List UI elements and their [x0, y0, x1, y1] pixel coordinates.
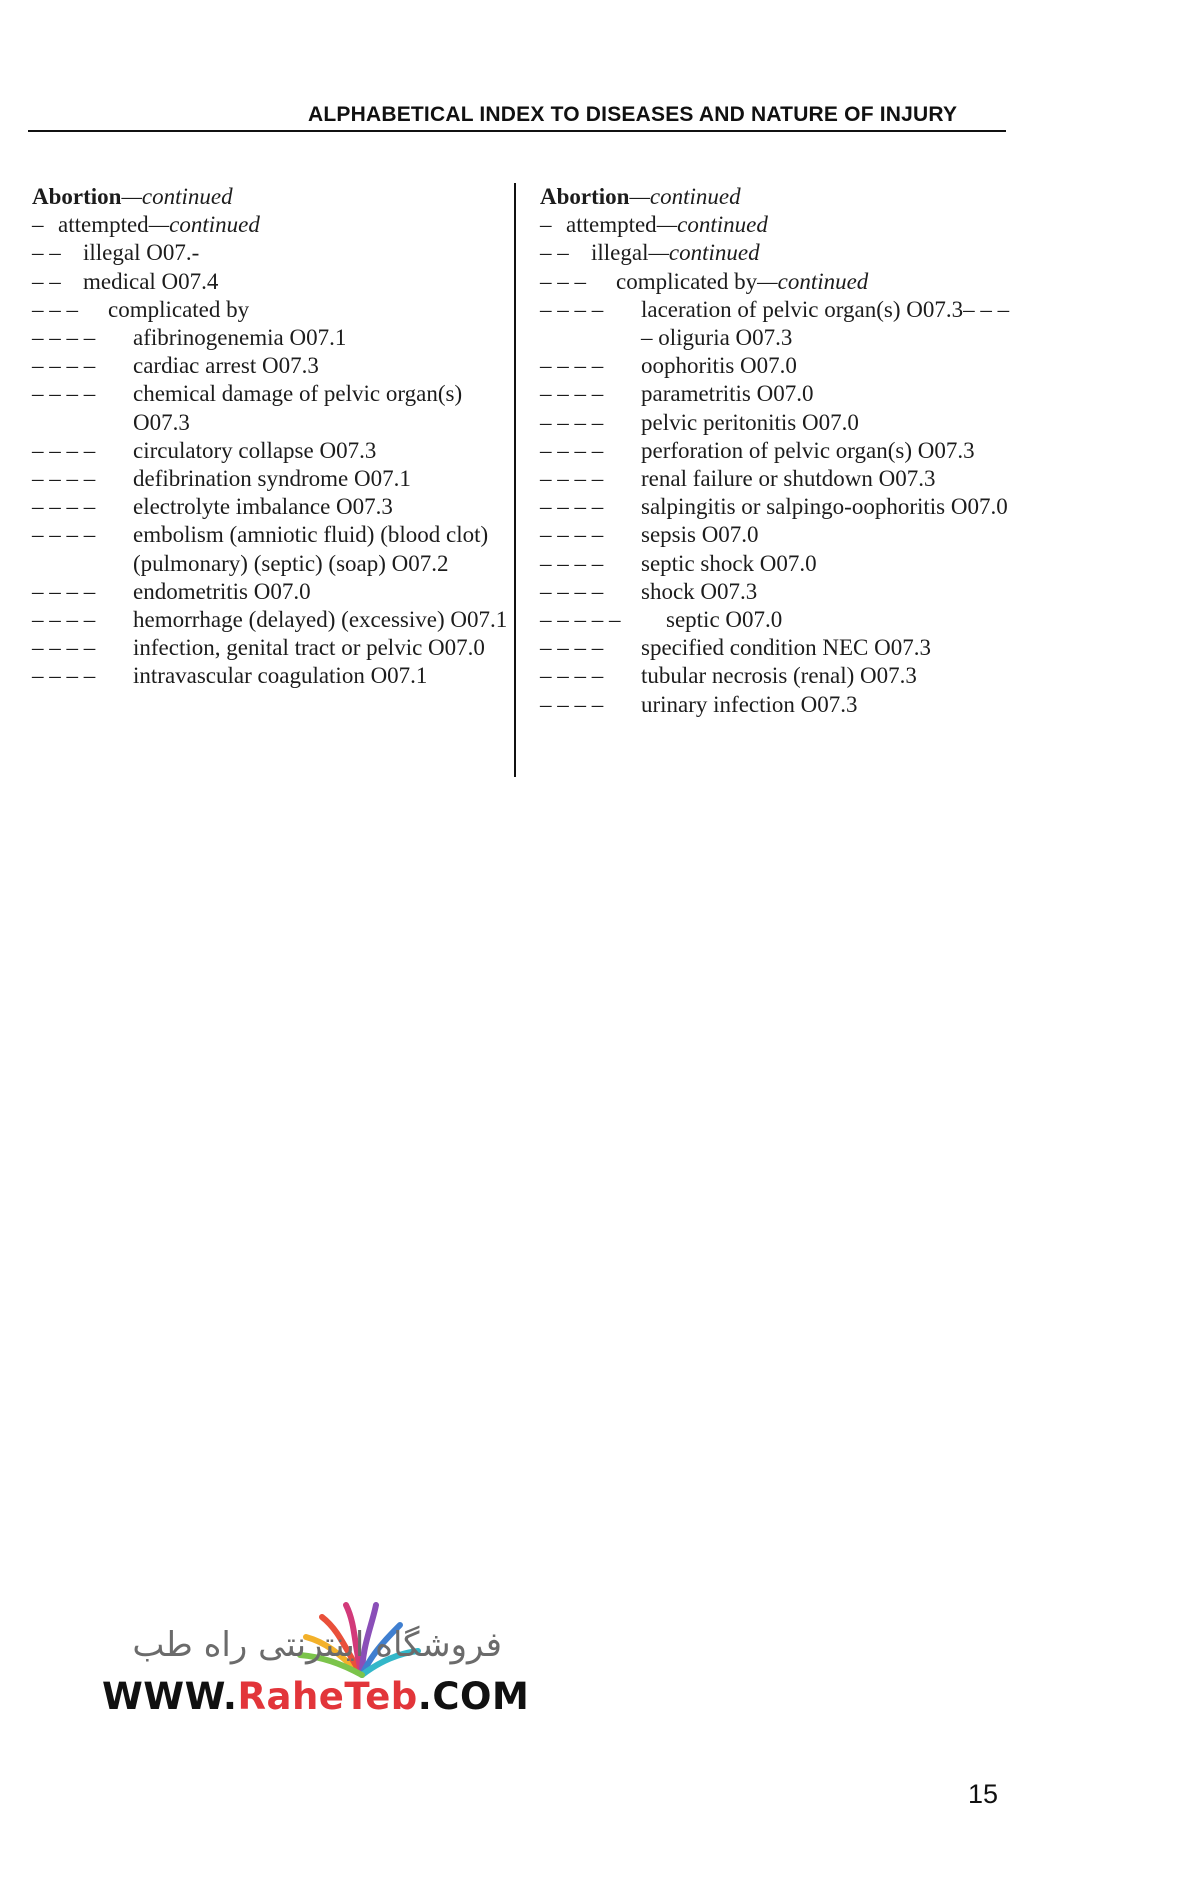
header-rule	[28, 130, 1006, 132]
entry-dashes: – – – –	[540, 522, 604, 548]
entry-dashes: – – – –	[540, 409, 604, 435]
entry-dashes: – – –	[540, 268, 586, 294]
entry-text: oophoritis O07.0	[641, 353, 797, 379]
index-entry	[540, 550, 1010, 578]
entry-dashes: – – – –	[32, 353, 96, 379]
entry-dashes: – – – –	[32, 663, 96, 689]
column-divider	[514, 183, 516, 777]
entry-text: parametritis O07.0	[641, 381, 814, 407]
index-entry	[540, 691, 1010, 719]
index-entry	[32, 493, 512, 521]
entry-text: renal failure or shutdown O07.3	[641, 466, 936, 492]
index-entry	[540, 239, 1010, 267]
index-entry	[540, 521, 1010, 549]
index-column-right	[540, 183, 1010, 719]
entry-text: tubular necrosis (renal) O07.3	[641, 663, 917, 689]
entry-text: cardiac arrest O07.3	[133, 353, 319, 379]
entry-dashes: – – – –	[540, 296, 604, 322]
entry-text: afibrinogenemia O07.1	[133, 325, 347, 351]
entry-text: defibrination syndrome O07.1	[133, 466, 411, 492]
index-entry	[540, 662, 1010, 690]
index-entry	[32, 296, 512, 324]
entry-dashes: – – – –	[32, 607, 96, 633]
entry-dashes: – – – –	[540, 635, 604, 661]
index-entry	[540, 380, 1010, 408]
index-entry	[32, 211, 512, 239]
index-entry	[540, 578, 1010, 606]
entry-dashes: – – – –	[540, 353, 604, 379]
entry-dashes: – – – –	[540, 578, 604, 604]
entry-dashes: – – – –	[32, 325, 96, 351]
index-entry	[540, 409, 1010, 437]
entry-text: septic O07.0	[666, 607, 783, 633]
index-entry	[32, 437, 512, 465]
index-entry	[32, 380, 512, 436]
entry-text: laceration of pelvic organ(s) O07.3– – – – oliguria O07.3	[641, 296, 1010, 351]
index-entry	[540, 606, 1010, 634]
index-entry	[32, 521, 512, 577]
index-entry	[540, 634, 1010, 662]
entry-text: shock O07.3	[641, 578, 758, 604]
watermark-url	[102, 1675, 529, 1718]
url-prefix: WWW.	[102, 1675, 238, 1718]
heading-continued: —continued	[629, 184, 741, 209]
index-entry	[540, 493, 1010, 521]
entry-text: pelvic peritonitis O07.0	[641, 409, 859, 435]
entry-text: infection, genital tract or pelvic O07.0	[133, 635, 485, 661]
entry-dashes: – – – –	[540, 381, 604, 407]
entry-text: complicated by	[108, 296, 250, 322]
url-brand: RaheTeb	[237, 1675, 418, 1718]
index-entry	[32, 239, 512, 267]
index-column-left	[32, 183, 512, 691]
entry-text: illegal	[591, 240, 649, 266]
entry-text: electrolyte imbalance O07.3	[133, 494, 393, 520]
entry-dashes: – – – –	[32, 578, 96, 604]
entry-dashes: – – – –	[540, 663, 604, 689]
entry-text: hemorrhage (delayed) (excessive) O07.1	[133, 607, 508, 633]
index-entry	[540, 352, 1010, 380]
entry-text: embolism (amniotic fluid) (blood clot) (pulmonary) (septic) (soap) O07.2	[133, 522, 489, 576]
entry-dashes: – – – –	[32, 494, 96, 520]
entry-dashes: – – – –	[32, 522, 96, 548]
entry-dashes: – – – –	[32, 635, 96, 661]
page-number: 15	[968, 1779, 999, 1809]
entry-text: attempted	[566, 212, 657, 238]
entry-text: medical O07.4	[83, 268, 219, 294]
index-entry	[32, 662, 512, 690]
index-entry	[32, 268, 512, 296]
index-entry	[32, 578, 512, 606]
column-heading	[32, 183, 512, 211]
entry-dashes: – – – – –	[540, 607, 621, 633]
index-entry	[540, 296, 1010, 352]
index-entry	[540, 268, 1010, 296]
entry-dashes: – – –	[32, 296, 78, 322]
entry-text: septic shock O07.0	[641, 550, 817, 576]
column-heading	[540, 183, 1010, 211]
entry-dashes: – –	[32, 240, 61, 266]
index-entry	[32, 324, 512, 352]
entry-dashes: – – – –	[540, 691, 604, 717]
entry-text: complicated by	[616, 268, 758, 294]
entry-continued: —continued	[757, 268, 869, 294]
entry-dashes: – – – –	[540, 466, 604, 492]
entry-dashes: – – – –	[540, 437, 604, 463]
entry-text: endometritis O07.0	[133, 578, 311, 604]
index-entry	[540, 211, 1010, 239]
index-entry	[32, 352, 512, 380]
watermark-persian-text: فروشگاه اینترنتی راه طب	[132, 1625, 502, 1665]
entry-text: intravascular coagulation O07.1	[133, 663, 428, 689]
entry-text: specified condition NEC O07.3	[641, 635, 932, 661]
entry-text: chemical damage of pelvic organ(s) O07.3	[133, 381, 463, 435]
entry-continued: —continued	[648, 240, 760, 266]
entry-text: illegal O07.-	[83, 240, 200, 266]
entry-text: urinary infection O07.3	[641, 691, 858, 717]
heading-term: Abortion	[32, 184, 122, 209]
entry-continued: —continued	[148, 212, 260, 238]
entry-dashes: – –	[32, 268, 61, 294]
entry-dashes: –	[540, 212, 552, 238]
entry-dashes: – – – –	[540, 494, 604, 520]
entry-text: perforation of pelvic organ(s) O07.3	[641, 437, 975, 463]
index-entry	[540, 437, 1010, 465]
entry-continued: —continued	[656, 212, 768, 238]
entry-text: salpingitis or salpingo-oophoritis O07.0	[641, 494, 1008, 520]
entry-dashes: – – – –	[32, 466, 96, 492]
entry-dashes: – –	[540, 240, 569, 266]
heading-term: Abortion	[540, 184, 630, 209]
heading-continued: —continued	[121, 184, 233, 209]
running-head: ALPHABETICAL INDEX TO DISEASES AND NATURE OF INJURY	[308, 103, 958, 126]
entry-text: sepsis O07.0	[641, 522, 759, 548]
index-entry	[32, 465, 512, 493]
url-suffix: .COM	[417, 1675, 530, 1718]
entry-dashes: – – – –	[32, 381, 96, 407]
index-entry	[32, 634, 512, 662]
index-entry	[32, 606, 512, 634]
entry-text: circulatory collapse O07.3	[133, 437, 377, 463]
index-entry	[540, 465, 1010, 493]
entry-text: attempted	[58, 212, 149, 238]
entry-dashes: – – – –	[32, 437, 96, 463]
entry-dashes: – – – –	[540, 550, 604, 576]
entry-dashes: –	[32, 212, 44, 238]
